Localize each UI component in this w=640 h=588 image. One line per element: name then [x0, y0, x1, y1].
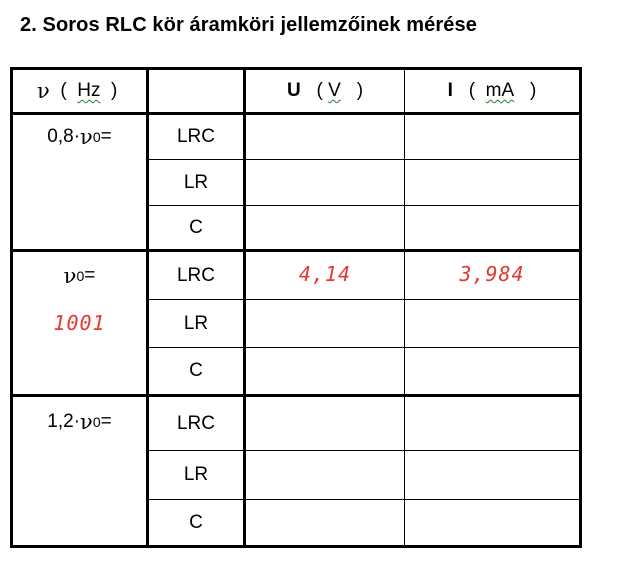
current-cell[interactable] — [405, 348, 579, 394]
voltage-cell[interactable] — [246, 397, 404, 450]
group-label-nu0: ν 0 = — [63, 264, 96, 288]
unit-ma: mA — [485, 80, 515, 101]
table-rule — [10, 545, 581, 548]
current-cell[interactable] — [405, 397, 579, 450]
group-label-0.8: 0,8· ν 0 = — [47, 125, 112, 149]
component-label: C — [189, 511, 203, 533]
voltage-cell[interactable] — [246, 451, 404, 499]
current-cell[interactable] — [405, 300, 579, 347]
current-cell[interactable] — [405, 206, 579, 249]
current-cell[interactable] — [405, 160, 579, 205]
page-title: 2. Soros RLC kör áramköri jellemzőinek mérése — [20, 14, 477, 36]
nu-symbol: ν — [37, 79, 50, 103]
header-frequency: ν ( Hz ) — [37, 79, 118, 103]
component-label: LR — [183, 171, 209, 193]
voltage-cell[interactable] — [246, 300, 404, 347]
unit-v: V — [328, 80, 341, 101]
component-label: LRC — [176, 412, 215, 434]
current-cell[interactable] — [405, 500, 579, 545]
voltage-cell[interactable] — [246, 115, 404, 159]
handwritten-frequency[interactable]: 1001 — [53, 311, 106, 335]
current-cell[interactable]: 3,984 — [459, 262, 525, 286]
current-cell[interactable] — [405, 451, 579, 499]
group-label-1.2: 1,2· ν 0 = — [47, 410, 112, 434]
header-current: I ( mA ) — [447, 80, 537, 101]
component-label: LR — [183, 464, 209, 485]
unit-hz: Hz — [77, 80, 101, 101]
voltage-cell[interactable] — [246, 500, 404, 545]
component-label: LR — [183, 312, 209, 334]
component-label: LRC — [176, 264, 215, 286]
component-label: C — [189, 216, 203, 238]
voltage-cell[interactable] — [246, 348, 404, 394]
voltage-cell[interactable] — [246, 206, 404, 249]
voltage-cell[interactable]: 4,14 — [298, 262, 352, 286]
table-rule — [579, 67, 582, 548]
voltage-cell[interactable] — [246, 160, 404, 205]
component-label: C — [189, 360, 203, 381]
component-label: LRC — [176, 126, 215, 147]
current-cell[interactable] — [405, 115, 579, 159]
header-voltage: U ( V ) — [286, 80, 364, 101]
